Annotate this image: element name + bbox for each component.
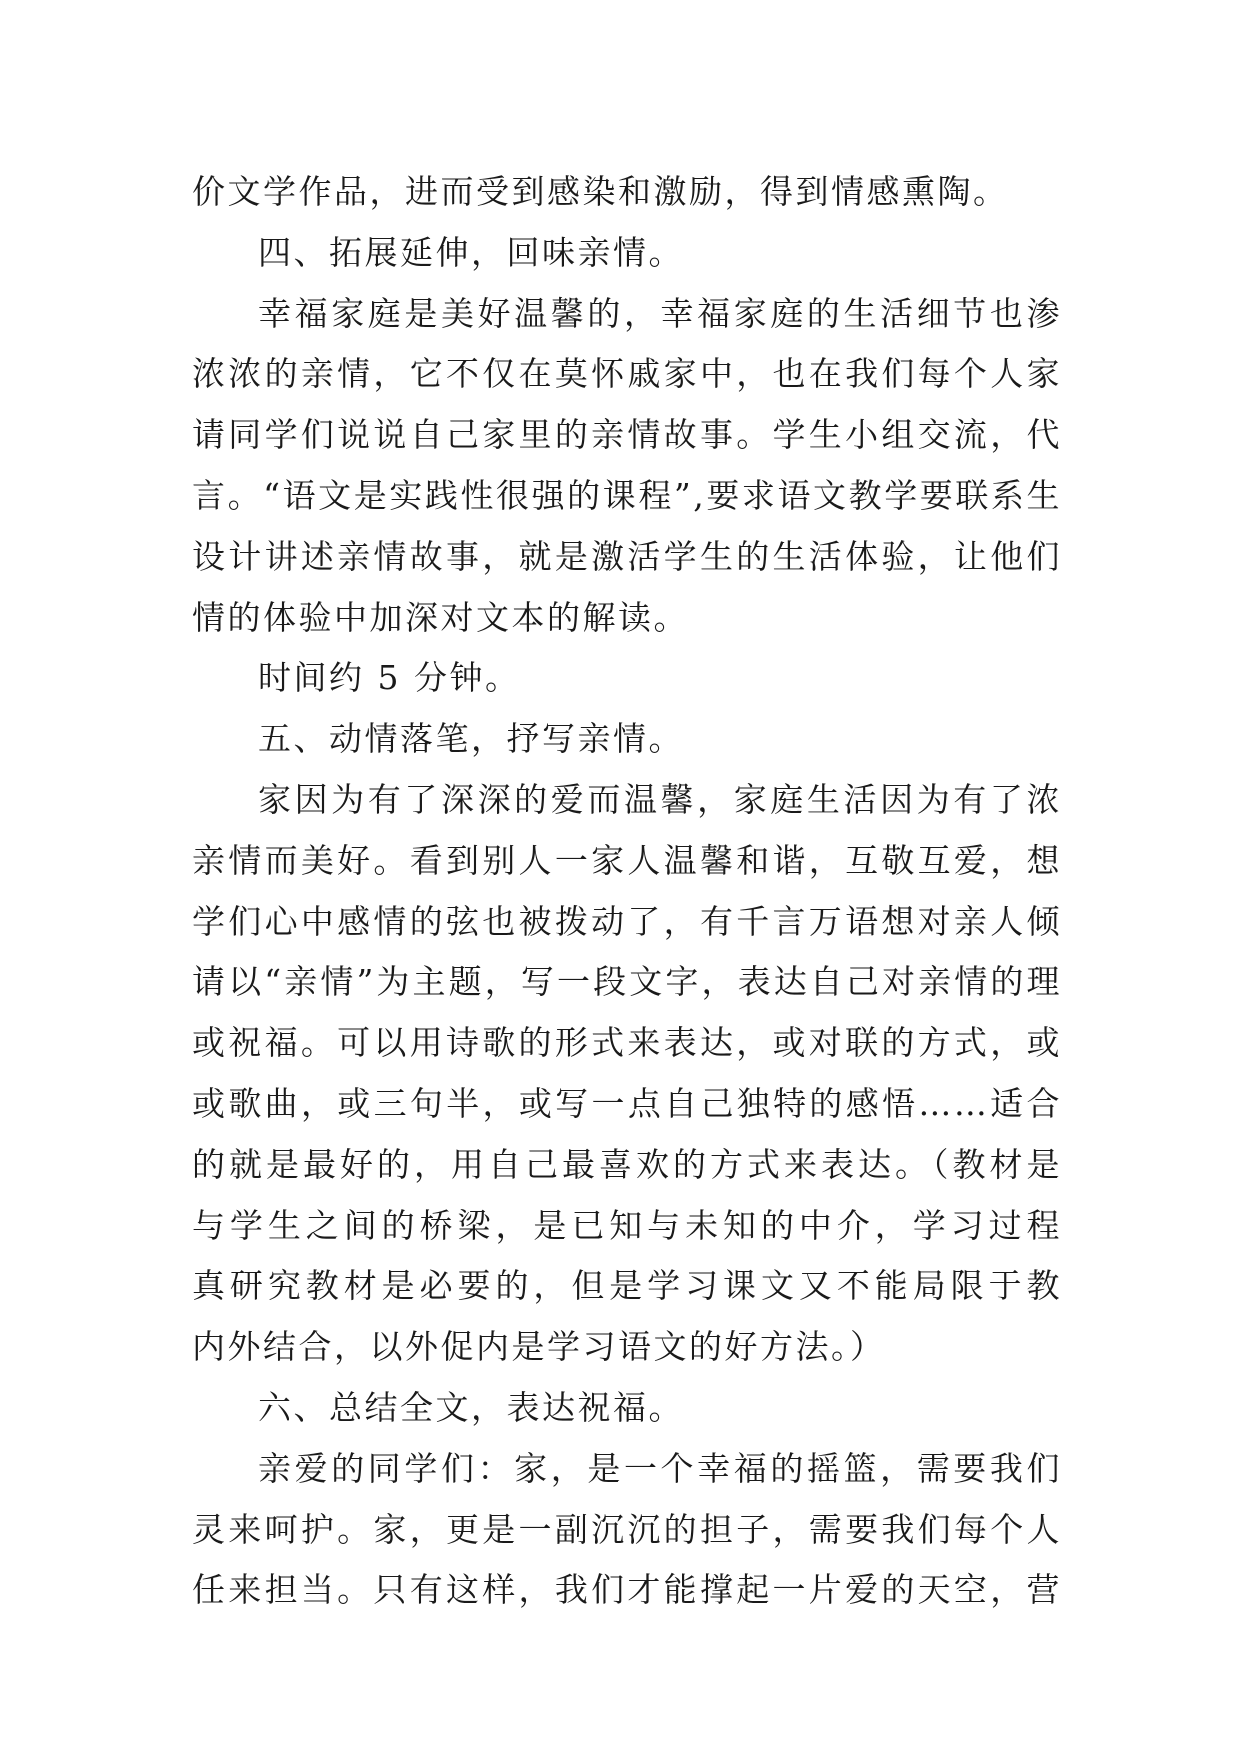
paragraph-line: 设计讲述亲情故事，就是激活学生的生活体验，让他们 [192, 536, 1062, 576]
paragraph-line: 请以“亲情”为主题，写一段文字，表达自己对亲情的理 [192, 962, 1062, 1002]
section-heading-4: 四、拓展延伸，回味亲情。 [258, 232, 684, 272]
paragraph-line: 请同学们说说自己家里的亲情故事。学生小组交流，代 [192, 415, 1062, 455]
paragraph-line: 学们心中感情的弦也被拨动了，有千言万语想对亲人倾 [192, 901, 1062, 941]
paragraph-line: 内外结合，以外促内是学习语文的好方法。） [192, 1327, 886, 1367]
paragraph-line: 亲情而美好。看到别人一家人温馨和谐，互敬互爱，想 [192, 840, 1062, 880]
body-text [192, 162, 1062, 1621]
paragraph-line: 的就是最好的，用自己最喜欢的方式来表达。（教材是 [192, 1144, 1062, 1184]
paragraph-line: 言。“语文是实践性很强的课程”,要求语文教学要联系生 [192, 475, 1062, 515]
section-heading-5: 五、动情落笔，抒写亲情。 [258, 719, 684, 759]
paragraph-line: 或祝福。可以用诗歌的形式来表达，或对联的方式，或 [192, 1023, 1062, 1063]
paragraph-line: 浓浓的亲情，它不仅在莫怀戚家中，也在我们每个人家 [192, 354, 1062, 394]
paragraph-line: 与学生之间的桥梁，是已知与未知的中介，学习过程 [192, 1205, 1062, 1245]
time-note: 时间约 5 分钟。 [258, 658, 521, 698]
paragraph-line: 家因为有了深深的爱而温馨，家庭生活因为有了浓 [258, 779, 1062, 819]
paragraph-line: 灵来呵护。家，更是一副沉沉的担子，需要我们每个人 [192, 1509, 1062, 1549]
paragraph-line: 任来担当。只有这样，我们才能撑起一片爱的天空，营 [192, 1570, 1062, 1610]
paragraph-line: 亲爱的同学们：家，是一个幸福的摇篮，需要我们 [258, 1448, 1062, 1488]
paragraph-line: 情的体验中加深对文本的解读。 [192, 597, 689, 637]
paragraph-line: 真研究教材是必要的，但是学习课文又不能局限于教 [192, 1266, 1062, 1306]
text-line: 价文学作品，进而受到感染和激励，得到情感熏陶。 [192, 172, 1009, 211]
section-heading-6: 六、总结全文，表达祝福。 [258, 1387, 684, 1427]
paragraph-line: 或歌曲，或三句半，或写一点自己独特的感悟……适合 [192, 1083, 1062, 1123]
paragraph-line: 幸福家庭是美好温馨的，幸福家庭的生活细节也渗 [258, 293, 1062, 333]
